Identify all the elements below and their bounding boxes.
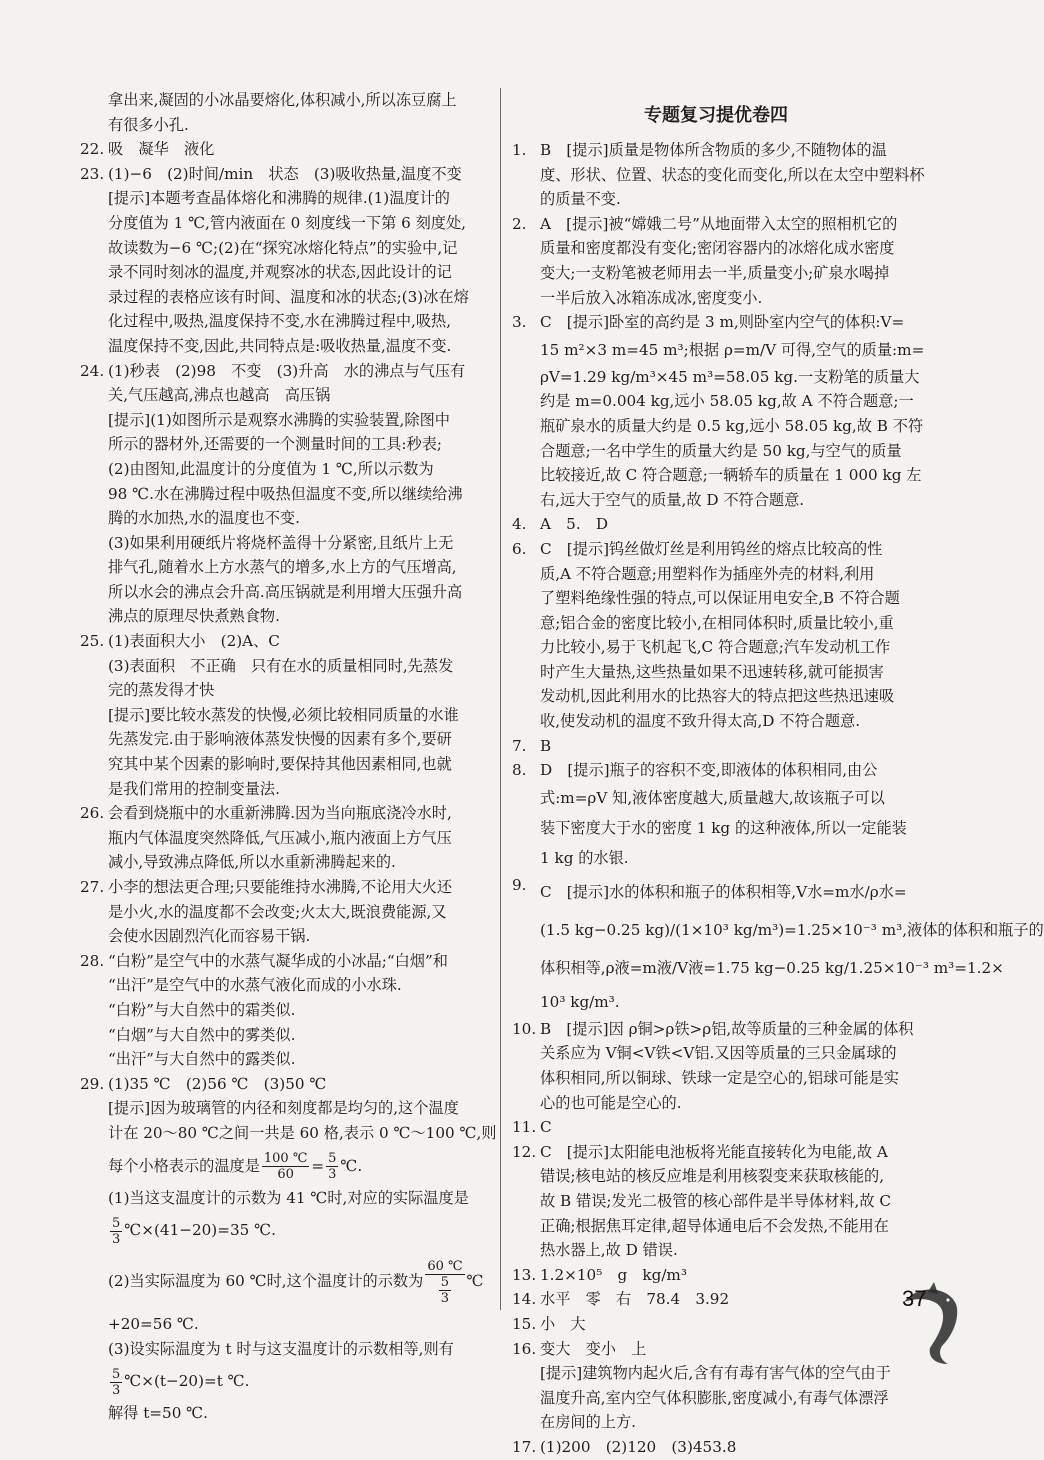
- answer-14: [512, 1287, 920, 1312]
- text-line: 比较接近,故 C 符合题意;一辆轿车的质量在 1 000 kg 左: [540, 466, 922, 485]
- numerator: 5: [440, 1274, 450, 1290]
- text-line: 录不同时刻冰的温度,并观察冰的状态,因此设计的记: [108, 263, 452, 282]
- text-line: [提示](1)如图所示是观察水沸腾的实验装置,除图中: [108, 410, 450, 429]
- answer-number: 28.: [80, 951, 105, 970]
- text-line: (1)200 (2)120 (3)453.8: [540, 1437, 737, 1456]
- text-line: 时产生大量热,这些热量如果不迅速转移,就可能损害: [540, 662, 884, 681]
- text-segment: ℃×(t−20)=t ℃.: [124, 1372, 250, 1391]
- numerator: 100 ℃: [263, 1151, 308, 1167]
- text-line: (1)当这支温度计的示数为 41 ℃时,对应的实际温度是: [108, 1188, 469, 1207]
- answer-number: 1.: [512, 141, 527, 159]
- text-line: 所以水会的沸点会升高.高压锅就是利用增大压强升高: [108, 582, 463, 601]
- answer-7: [512, 734, 920, 759]
- text-line: 是小火,水的温度都不会改变;火太大,既浪费能源,又: [108, 902, 447, 921]
- text-line: 式:m=ρV 知,液体密度越大,质量越大,故该瓶子可以: [540, 788, 885, 807]
- answer-number: 6.: [512, 539, 527, 558]
- answer-15: [512, 1312, 920, 1337]
- text-line: C: [540, 1118, 552, 1137]
- fraction: [110, 1367, 122, 1398]
- text-line: (1)秒表 (2)98 不变 (3)升高 水的沸点与气压有: [108, 361, 466, 380]
- answer-number: 8.: [512, 761, 527, 780]
- text-line: 先蒸发完.由于影响液体蒸发快慢的因素有多个,要研: [108, 730, 452, 749]
- text-line: 腾的水加热,水的温度也不变.: [108, 509, 300, 528]
- text-line: (1.5 kg−0.25 kg)/(1×10³ kg/m³)=1.25×10⁻³ m³,液体的体积和瓶子的: [540, 920, 1044, 939]
- text-line: 1 kg 的水银.: [540, 848, 629, 867]
- answer-11: [512, 1115, 920, 1140]
- text-line: A [提示]被“嫦娥二号”从地面带入太空的照相机它的: [540, 214, 898, 233]
- text-line: 右,远大于空气的质量,故 D 不符合题意.: [540, 490, 805, 509]
- answer-26: [80, 801, 492, 875]
- text-line: 错误;核电站的核反应堆是利用核裂变来获取核能的,: [540, 1167, 885, 1186]
- text-line: 合题意;一名中学生的质量大约是 50 kg,与空气的质量: [540, 441, 902, 460]
- denominator: 3: [328, 1167, 337, 1183]
- text-line: ρV=1.29 kg/m³×45 m³=58.05 kg.一支粉笔的质量大: [540, 367, 920, 386]
- denominator: 3: [112, 1382, 121, 1398]
- denominator: 60: [277, 1167, 294, 1183]
- answer-number: 16.: [512, 1339, 537, 1358]
- formula-line: [108, 1361, 492, 1401]
- answer-number: 26.: [80, 804, 105, 823]
- answer-1: [512, 138, 925, 212]
- answer-number: 13.: [512, 1265, 537, 1284]
- answer-22: [80, 137, 492, 162]
- formula-line: [108, 1210, 492, 1250]
- answer-number: 23.: [80, 164, 105, 183]
- answer-number: 22.: [80, 140, 105, 159]
- numerator: 5: [328, 1151, 337, 1167]
- text-line: 15 m²×3 m=45 m³;根据 ρ=m/V 可得,空气的质量:m=: [540, 340, 925, 359]
- answer-12: [512, 1140, 920, 1263]
- answer-8: [512, 758, 920, 873]
- text-line: 变大;一支粉笔被老师用去一半,质量变小;矿泉水喝掉: [540, 263, 890, 282]
- section-title: 专题复习提优卷四: [644, 105, 788, 126]
- equals-sign: =: [311, 1156, 325, 1175]
- answer-28: [80, 949, 492, 1072]
- answer-number: 11.: [512, 1118, 537, 1137]
- text-line: 的质量不变.: [540, 190, 621, 209]
- text-line: (3)表面积 不正确 只有在水的质量相同时,先蒸发: [108, 656, 454, 675]
- text-line: 装下密度大于水的密度 1 kg 的这种液体,所以一定能装: [540, 818, 907, 837]
- formula-line: [108, 1250, 492, 1312]
- answer-number: 27.: [80, 878, 105, 896]
- text-line: 录过程的表格应该有时间、温度和冰的状态;(3)冰在熔: [108, 287, 469, 306]
- text-line: 会看到烧瓶中的水重新沸腾.因为当向瓶底浇冷水时,: [108, 804, 452, 823]
- text-line: 正确;根据焦耳定律,超导体通电后不会发热,不能用在: [540, 1216, 889, 1235]
- text-line: 解得 t=50 ℃.: [108, 1404, 209, 1423]
- text-line: 吸 凝华 液化: [108, 140, 215, 159]
- text-line: 小李的想法更合理;只要能维持水沸腾,不论用大火还: [108, 878, 453, 896]
- text-line: 减小,导致沸点降低,所以水重新沸腾起来的.: [108, 853, 396, 872]
- text-line: 1.2×10⁵ g kg/m³: [540, 1265, 687, 1284]
- text-line: 是我们常用的控制变量法.: [108, 779, 280, 798]
- column-divider: [500, 88, 501, 1310]
- text-line: (3)设实际温度为 t 时与这支温度计的示数相等,则有: [108, 1339, 454, 1358]
- answer-number: 2.: [512, 214, 527, 233]
- text-line: (3)如果利用硬纸片将烧杯盖得十分紧密,且纸片上无: [108, 533, 454, 552]
- text-line: “出汗”与大自然中的露类似.: [108, 1050, 296, 1069]
- text-line: 会使水因剧烈汽化而容易干锅.: [108, 927, 311, 946]
- text-line: B [提示]因 ρ铜>ρ铁>ρ铝,故等质量的三种金属的体积: [540, 1019, 914, 1038]
- answer-9: [512, 873, 1044, 1017]
- text-line: (1)−6 (2)时间/min 状态 (3)吸收热量,温度不变: [108, 164, 462, 183]
- text-line: 关系应为 V铜<V铁<V铝.又因等质量的三只金属球的: [540, 1044, 897, 1063]
- compound-fraction: [425, 1259, 464, 1306]
- text-line: 分度值为 1 ℃,管内液面在 0 刻度线一下第 6 刻度处,: [108, 213, 466, 232]
- fraction: [439, 1275, 451, 1306]
- page-number: 37: [902, 1286, 927, 1311]
- answer-number: 9.: [512, 875, 527, 894]
- text-line: 究其中某个因素的影响时,要保持其他因素相同,也就: [108, 755, 452, 774]
- text-line: C [提示]卧室的高约是 3 m,则卧室内空气的体积:V=: [540, 313, 905, 332]
- right-column: [512, 88, 1044, 1460]
- text-line: 排气孔,随着水上方水蒸气的增多,水上方的气压增高,: [108, 558, 457, 577]
- text-line: 温度升高,室内空气体积膨胀,密度减小,有毒气体漂浮: [540, 1388, 889, 1407]
- text-line: “白烟”与大自然中的雾类似.: [108, 1025, 296, 1044]
- answer-number: 7.: [512, 736, 527, 755]
- numerator: 5: [112, 1366, 121, 1382]
- answer-16: [512, 1337, 920, 1435]
- text-line: 98 ℃.水在沸腾过程中吸热但温度不变,所以继续给沸: [108, 484, 463, 503]
- fraction: [262, 1151, 310, 1182]
- answer-number: 17.: [512, 1437, 537, 1456]
- text-line: 小 大: [540, 1314, 586, 1333]
- answer-number: 25.: [80, 632, 105, 651]
- answer-number: 14.: [512, 1290, 537, 1309]
- text-line: 体积相等,ρ液=m液/V液=1.75 kg−0.25 kg/1.25×10⁻³ m³=1.2×: [540, 958, 1004, 977]
- text-line: 质量和密度都没有变化;密闭容器内的冰熔化成水密度: [540, 239, 895, 258]
- text-line: (1)35 ℃ (2)56 ℃ (3)50 ℃: [108, 1074, 327, 1093]
- degree-unit: ℃: [466, 1272, 484, 1291]
- text-line: 故 B 错误;发光二极管的核心部件是半导体材料,故 C: [540, 1192, 891, 1210]
- text-line: B [提示]质量是物体所含物质的多少,不随物体的温: [540, 141, 887, 159]
- text-line: 有很多小孔.: [108, 115, 189, 134]
- text-line: 质,A 不符合题意;用塑料作为插座外壳的材料,利用: [540, 564, 875, 583]
- text-line: (1)表面积大小 (2)A、C: [108, 632, 280, 651]
- text-line: “白粉”与大自然中的霜类似.: [108, 1000, 296, 1019]
- text-line: [提示]本题考查晶体熔化和沸腾的规律.(1)温度计的: [108, 189, 450, 208]
- text-line: 故读数为−6 ℃;(2)在“探究冰熔化特点”的实验中,记: [108, 238, 458, 257]
- text-line: 约是 m=0.004 kg,远小 58.05 kg,故 A 不符合题意;一: [540, 392, 914, 411]
- text-segment: ℃×(41−20)=35 ℃.: [124, 1221, 276, 1240]
- fraction: [110, 1216, 122, 1247]
- text-line: 心的也可能是空心的.: [540, 1093, 682, 1112]
- text-line: 收,使发动机的温度不致升得太高,D 不符合题意.: [540, 712, 861, 731]
- text-line: 化过程中,吸热,温度保持不变,水在沸腾过程中,吸热,: [108, 312, 452, 331]
- text-line: 体积相同,所以铜球、铁球一定是空心的,铝球可能是实: [540, 1069, 899, 1088]
- text-line: 关,气压越高,沸点也越高 高压锅: [108, 386, 331, 405]
- text-line: C [提示]钨丝做灯丝是利用钨丝的熔点比较高的性: [540, 539, 883, 558]
- text-line: “白粉”是空气中的水蒸气凝华成的小冰晶;“白烟”和: [108, 951, 448, 970]
- text-line: +20=56 ℃.: [108, 1315, 199, 1334]
- answer-29: [80, 1072, 497, 1426]
- text-line: 在房间的上方.: [540, 1413, 636, 1432]
- text-line: 瓶内气体温度突然降低,气压减小,瓶内液面上方气压: [108, 828, 452, 847]
- text-line: 一半后放入冰箱冻成冰,密度变小.: [540, 288, 763, 307]
- text-line: 发动机,因此利用水的比热容大的特点把这些热迅速吸: [540, 687, 895, 706]
- answer-24: [80, 359, 492, 630]
- continued-answer: [80, 88, 492, 137]
- text-line: 度、形状、位置、状态的变化而变化,所以在太空中塑料杯: [540, 165, 925, 184]
- text-line: 完的蒸发得才快: [108, 681, 215, 700]
- text-line: 拿出来,凝固的小冰晶要熔化,体积减小,所以冻豆腐上: [108, 91, 457, 109]
- answer-number: 3.: [512, 313, 527, 332]
- answer-17: [512, 1435, 920, 1460]
- answer-23: [80, 162, 492, 359]
- text-line: “出汗”是空气中的水蒸气液化而成的小水珠.: [108, 976, 402, 995]
- answer-27: [80, 875, 492, 949]
- text-line: D [提示]瓶子的容积不变,即液体的体积相同,由公: [540, 761, 878, 780]
- answer-number: 24.: [80, 361, 105, 380]
- text-line: [提示]因为玻璃管的内径和刻度都是均匀的,这个温度: [108, 1099, 459, 1118]
- answer-10: [512, 1017, 920, 1115]
- answer-2: [512, 212, 920, 310]
- text-line: C [提示]太阳能电池板将光能直接转化为电能,故 A: [540, 1142, 888, 1161]
- answer-number: 4.: [512, 515, 527, 534]
- text-segment: (2)当实际温度为 60 ℃时,这个温度计的示数为: [108, 1272, 424, 1291]
- text-segment: 每个小格表示的温度是: [108, 1156, 260, 1175]
- answer-25: [80, 629, 492, 801]
- answer-number: 10.: [512, 1019, 537, 1038]
- answer-6: [512, 537, 920, 734]
- numerator: 60 ℃: [427, 1258, 463, 1274]
- answer-number: 15.: [512, 1314, 537, 1333]
- answer-number: 12.: [512, 1142, 537, 1161]
- formula-line: [108, 1146, 492, 1186]
- text-line: 水平 零 右 78.4 3.92: [540, 1290, 730, 1309]
- text-segment: ℃.: [340, 1156, 363, 1175]
- denominator: 3: [440, 1290, 450, 1306]
- text-line: A 5. D: [540, 515, 609, 534]
- text-line: 所示的器材外,还需要的一个测量时间的工具:秒表;: [108, 435, 442, 454]
- answer-4-5: [512, 512, 920, 537]
- text-line: (2)由图知,此温度计的分度值为 1 ℃,所以示数为: [108, 459, 434, 478]
- answer-3: [512, 310, 925, 512]
- text-line: 力比较小,易于飞机起飞,C 符合题意;汽车发动机工作: [540, 638, 891, 657]
- answer-number: 29.: [80, 1074, 105, 1093]
- text-line: B: [540, 736, 552, 755]
- text-line: 热水器上,故 D 错误.: [540, 1241, 678, 1260]
- text-line: [提示]建筑物内起火后,含有有毒有害气体的空气由于: [540, 1364, 891, 1383]
- text-line: 沸点的原理尽快煮熟食物.: [108, 607, 280, 626]
- denominator: 3: [112, 1231, 121, 1247]
- fraction: [326, 1151, 338, 1182]
- numerator: 5: [112, 1215, 121, 1231]
- text-line: 10³ kg/m³.: [540, 992, 620, 1011]
- text-line: 计在 20～80 ℃之间一共是 60 格,表示 0 ℃～100 ℃,则: [108, 1123, 497, 1142]
- text-line: 了塑料绝缘性强的特点,可以保证用电安全,B 不符合题: [540, 589, 900, 608]
- left-column: [80, 88, 497, 1426]
- text-line: [提示]要比较水蒸发的快慢,必须比较相同质量的水谁: [108, 705, 459, 724]
- text-line: C [提示]水的体积和瓶子的体积相等,V水=m水/ρ水=: [540, 882, 907, 901]
- text-line: 变大 变小 上: [540, 1339, 647, 1358]
- text-line: 瓶矿泉水的质量大约是 0.5 kg,远小 58.05 kg,故 B 不符: [540, 416, 924, 435]
- answer-13: [512, 1263, 920, 1288]
- text-line: 温度保持不变,因此,共同特点是:吸收热量,温度不变.: [108, 336, 452, 355]
- text-line: 意;铝合金的密度比较小,在相同体积时,质量比较小,重: [540, 613, 894, 632]
